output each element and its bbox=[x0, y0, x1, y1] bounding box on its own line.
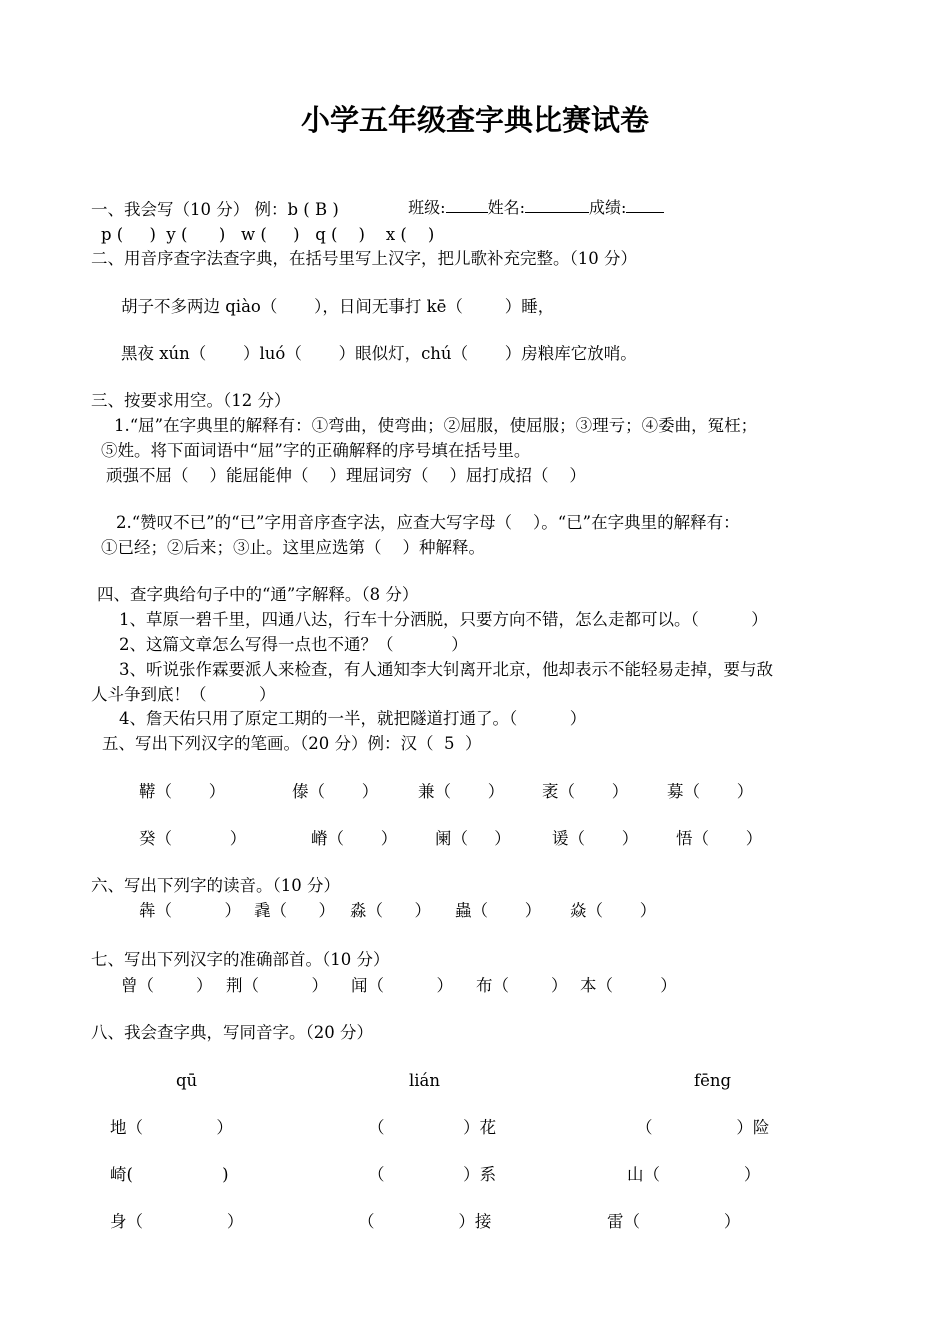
class-field[interactable] bbox=[446, 196, 488, 213]
reading-item: 淼（ ） bbox=[350, 901, 431, 920]
reading-item: 犇（ ） bbox=[139, 901, 241, 920]
section-3-q2-line-1: 2.“赞叹不已”的“已”字用音序查字法，应查大写字母（ ）。“已”在字典里的解释有： bbox=[116, 513, 740, 532]
homophone-item: （ ）接 bbox=[358, 1212, 492, 1231]
stroke-item: 谖（ ） bbox=[552, 829, 639, 848]
homophone-item: （ ）险 bbox=[636, 1118, 770, 1137]
stroke-item: 傣（ ） bbox=[292, 782, 379, 801]
page-title: 小学五年级查字典比赛试卷 bbox=[300, 103, 649, 137]
stroke-item: 悟（ ） bbox=[676, 829, 763, 848]
stroke-item: 癸（ ） bbox=[139, 829, 247, 848]
homophone-item: （ ）花 bbox=[368, 1118, 497, 1137]
section-6-heading: 六、写出下列字的读音。（10 分） bbox=[91, 876, 340, 895]
section-3-q1-line-3: 顽强不屈（ ）能屈能伸（ ）理屈词穷（ ）屈打成招（ ） bbox=[106, 466, 586, 485]
pinyin-label: lián bbox=[409, 1071, 441, 1090]
homophone-item: （ ）系 bbox=[368, 1165, 497, 1184]
section-3-heading: 三、按要求用空。（12 分） bbox=[91, 391, 291, 410]
section-2-heading: 二、用音序查字法查字典，在括号里写上汉字，把儿歌补充完整。（10 分） bbox=[91, 249, 637, 268]
score-label: 成绩: bbox=[588, 198, 627, 217]
section-3-q2-line-2: ①已经；②后来；③止。这里应选第（ ）种解释。 bbox=[101, 538, 485, 557]
homophone-item: 崎( ) bbox=[110, 1165, 229, 1184]
reading-item: 焱（ ） bbox=[570, 901, 657, 920]
section-2-line-1: 胡子不多两边 qiào（ ），日间无事打 kē（ ）睡， bbox=[121, 297, 555, 316]
name-label: 姓名: bbox=[487, 198, 525, 217]
section-4-q2: 2、这篇文章怎么写得一点也不通？（ ） bbox=[119, 635, 468, 654]
radical-item: 本（ ） bbox=[580, 976, 677, 995]
stroke-item: 嵴（ ） bbox=[311, 829, 398, 848]
section-8-heading: 八、我会查字典，写同音字。（20 分） bbox=[91, 1023, 373, 1042]
section-1-line: p ( ) y ( ) w ( ) q ( ) x ( ) bbox=[101, 225, 435, 244]
pinyin-label: fēng bbox=[694, 1071, 732, 1090]
section-3-q1-line-1: 1.“屈”在字典里的解释有：①弯曲，使弯曲；②屈服，使屈服；③理亏；④委曲，冤枉； bbox=[114, 416, 758, 435]
section-5-heading: 五、写出下列汉字的笔画。（20 分）例：汉（ 5 ） bbox=[102, 734, 482, 753]
homophone-item: 身（ ） bbox=[110, 1212, 244, 1231]
section-7-heading: 七、写出下列汉字的准确部首。（10 分） bbox=[91, 950, 390, 969]
radical-item: 荆（ ） bbox=[226, 976, 328, 995]
section-4-q1: 1、草原一碧千里，四通八达，行车十分洒脱，只要方向不错，怎么走都可以。（ ） bbox=[119, 610, 768, 629]
section-3-q1-line-2: ⑤姓。将下面词语中“屈”字的正确解释的序号填在括号里。 bbox=[101, 441, 531, 460]
section-2-line-2: 黑夜 xún（ ）luó（ ）眼似灯，chú（ ）房粮库它放哨。 bbox=[121, 344, 637, 363]
class-label: 班级: bbox=[408, 198, 446, 217]
section-4-q4: 4、詹天佑只用了原定工期的一半，就把隧道打通了。（ ） bbox=[119, 709, 587, 728]
stroke-item: 袤（ ） bbox=[542, 782, 629, 801]
pinyin-label: qū bbox=[176, 1071, 198, 1090]
homophone-item: 地（ ） bbox=[110, 1118, 233, 1137]
stroke-item: 鞯（ ） bbox=[139, 782, 226, 801]
section-4-q3-line-2: 人斗争到底！（ ） bbox=[91, 685, 276, 704]
reading-item: 毳（ ） bbox=[254, 901, 335, 920]
section-4-q3-line-1: 3、听说张作霖要派人来检查，有人通知李大钊离开北京，他却表示不能轻易走掉，要与敌 bbox=[119, 660, 773, 679]
student-info-line bbox=[398, 174, 664, 219]
homophone-item: 雷（ ） bbox=[607, 1212, 741, 1231]
stroke-item: 阑（ ） bbox=[435, 829, 511, 848]
stroke-item: 募（ ） bbox=[667, 782, 754, 801]
radical-item: 布（ ） bbox=[476, 976, 568, 995]
name-field[interactable] bbox=[525, 196, 589, 213]
radical-item: 闻（ ） bbox=[351, 976, 453, 995]
score-field[interactable] bbox=[626, 196, 664, 213]
reading-item: 蟲（ ） bbox=[455, 901, 542, 920]
section-4-heading: 四、查字典给句子中的“通”字解释。（8 分） bbox=[97, 585, 419, 604]
radical-item: 曾（ ） bbox=[121, 976, 213, 995]
homophone-item: 山（ ） bbox=[627, 1165, 761, 1184]
stroke-item: 兼（ ） bbox=[418, 782, 505, 801]
section-1-heading: 一、我会写（10 分） 例：b ( B ) bbox=[91, 200, 339, 219]
